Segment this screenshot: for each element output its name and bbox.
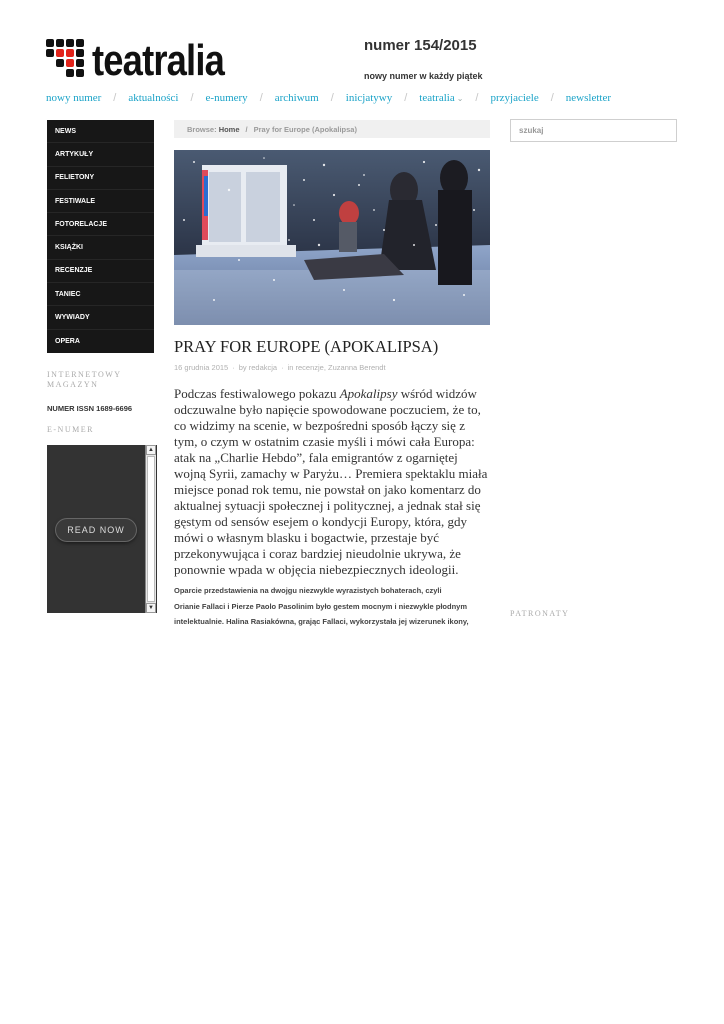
- lead-title-emphasis: Apokalipsy: [339, 386, 398, 401]
- issn-number: NUMER ISSN 1689-6696: [47, 404, 133, 413]
- category-ksiazki[interactable]: KSIĄŻKI: [47, 236, 154, 259]
- category-fotorelacje[interactable]: FOTORELACJE: [47, 213, 154, 236]
- scroll-thumb[interactable]: [147, 456, 155, 602]
- article-title[interactable]: PRAY FOR EUROPE (APOKALIPSA): [174, 337, 439, 356]
- nav-nowy-numer[interactable]: nowy numer: [46, 92, 102, 104]
- category-news[interactable]: NEWS: [47, 120, 154, 143]
- read-now-button[interactable]: READ NOW: [56, 519, 136, 541]
- article-author[interactable]: by redakcja: [238, 363, 278, 372]
- category-felietony[interactable]: FELIETONY: [47, 167, 154, 190]
- nav-separator: /: [190, 92, 194, 104]
- category-festiwale[interactable]: FESTIWALE: [47, 190, 154, 213]
- article-meta: [174, 363, 386, 372]
- nav-separator: /: [550, 92, 554, 104]
- category-recenzje[interactable]: RECENZJE: [47, 260, 154, 283]
- article-categories[interactable]: in recenzje, Zuzanna Berendt: [287, 363, 386, 372]
- nav-aktualnosci[interactable]: aktualności: [128, 92, 179, 104]
- meta-separator: ·: [232, 363, 235, 372]
- article-date: 16 grudnia 2015: [174, 363, 229, 372]
- nav-newsletter[interactable]: newsletter: [565, 92, 611, 104]
- main-navigation: [46, 92, 611, 104]
- nav-separator: /: [330, 92, 334, 104]
- widget-scrollbar[interactable]: [145, 445, 156, 613]
- body-line: intelektualnie. Halina Rasiakówna, grając Fallaci, wykorzystała jej wizerunek ikony,: [174, 617, 469, 626]
- nav-separator: /: [259, 92, 263, 104]
- search-input[interactable]: szukaj: [510, 119, 677, 142]
- breadcrumb-separator: /: [245, 124, 248, 134]
- nav-teatralia[interactable]: [419, 92, 463, 104]
- category-wywiady[interactable]: WYWIADY: [47, 306, 154, 329]
- nav-archiwum[interactable]: archiwum: [274, 92, 319, 104]
- scroll-up-arrow-icon[interactable]: ▲: [146, 445, 156, 455]
- body-line: Oparcie przedstawienia na dwojgu niezwykle wyrazistych bohaterach, czyli: [174, 586, 442, 595]
- breadcrumb-current: Pray for Europe (Apokalipsa): [253, 124, 357, 134]
- breadcrumb-prefix: Browse:: [187, 124, 217, 134]
- e-number-widget: [47, 445, 157, 613]
- nav-przyjaciele[interactable]: przyjaciele: [490, 92, 539, 104]
- patronaty-heading: PATRONATY: [510, 609, 570, 618]
- site-logo[interactable]: [46, 36, 226, 85]
- chevron-down-icon: ⌄: [456, 94, 464, 103]
- nav-separator: /: [113, 92, 117, 104]
- category-menu: [47, 120, 154, 353]
- nav-e-numery[interactable]: e-numery: [205, 92, 248, 104]
- article-photo: [174, 150, 490, 325]
- category-taniec[interactable]: TANIEC: [47, 283, 154, 306]
- nav-teatralia-label: teatralia: [419, 92, 455, 104]
- nav-separator: /: [475, 92, 479, 104]
- magazine-heading: INTERNETOWY MAGAZYN: [47, 370, 122, 389]
- issue-tagline: nowy numer w każdy piątek: [364, 71, 483, 81]
- article-lead: [174, 386, 490, 578]
- lead-text-rest: wśród widzów odczuwalne było napięcie spowodowane poczuciem, że to, co widzimy na scenie, w bezpośredni sposób łączy się z tym, o czym w ostatnim czasie myśli i mówi cała Europa: atak na „Charlie Hebdo”, fala emigrantów z ogarniętej wojną Syrii, zamachy w Paryżu… Premiera spektaklu miała miejsce ponad rok temu, nie powstał on jako komentarz do aktualnej sytuacji społecznej i politycznej, a jednak stał się gęstym od sensów esejem o kondycji Europy, która, gdy mówi o własnym blasku i bogactwie, przestaje być przekonywująca i coraz bardziej nieudolnie ukrywa, że ponownie wpada w objęcia niebezpiecznych ideologii.: [174, 386, 488, 577]
- category-artykuly[interactable]: ARTYKUŁY: [47, 143, 154, 166]
- body-line: Orianie Fallaci i Pierze Paolo Pasolinim było gestem mocnym i niezwykle płodnym: [174, 601, 468, 611]
- scroll-down-arrow-icon[interactable]: ▼: [146, 603, 156, 613]
- breadcrumb-home-link[interactable]: Home: [218, 124, 240, 134]
- breadcrumb: [174, 120, 490, 138]
- issue-number: numer 154/2015: [364, 37, 477, 54]
- nav-separator: /: [404, 92, 408, 104]
- category-opera[interactable]: OPERA: [55, 337, 80, 345]
- nav-inicjatywy[interactable]: inicjatywy: [345, 92, 393, 104]
- article-body: [174, 583, 490, 630]
- enumer-heading: E-NUMER: [47, 425, 94, 434]
- meta-separator: ·: [281, 363, 284, 372]
- logo-text: teatralia: [92, 36, 226, 85]
- lead-text-start: Podczas festiwalowego pokazu: [174, 386, 340, 401]
